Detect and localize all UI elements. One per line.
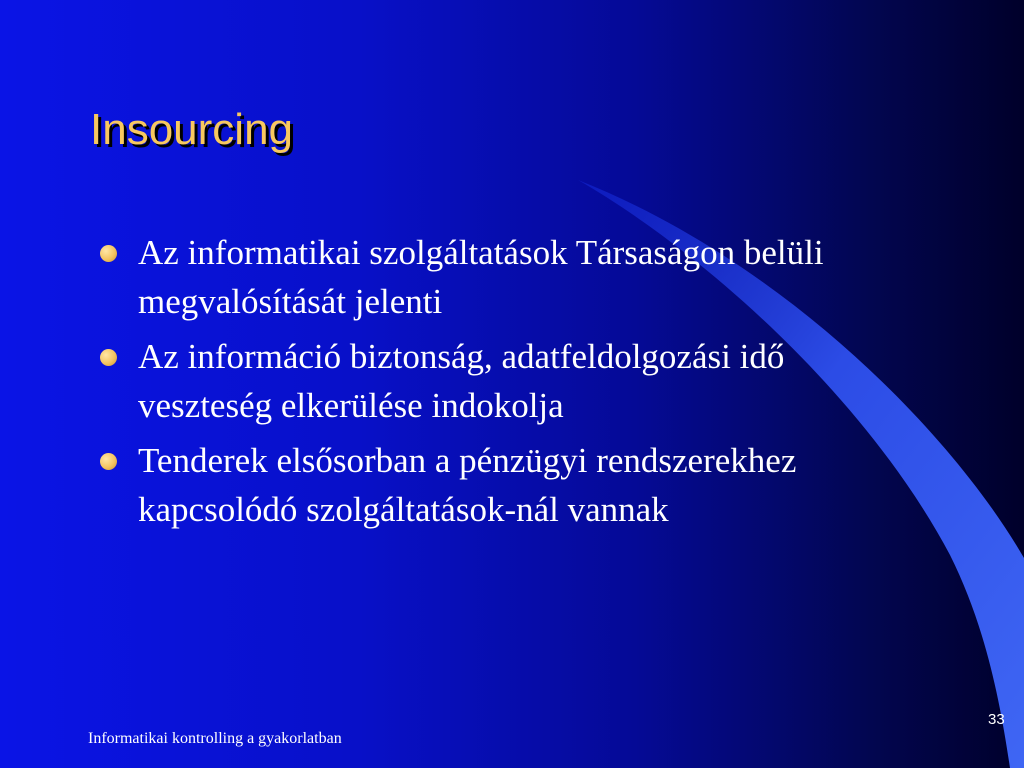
- bullet-item: [96, 228, 926, 326]
- bullet-dot-icon: [100, 245, 117, 262]
- bullet-item: [96, 436, 926, 534]
- bullet-item: [96, 332, 926, 430]
- page-number: 33: [988, 711, 1005, 728]
- slide-footer: Informatikai kontrolling a gyakorlatban: [88, 730, 342, 747]
- bullet-list: [96, 228, 926, 540]
- bullet-text: Tenderek elsősorban a pénzügyi rendszerekhez kapcsolódó szolgáltatások-nál vannak: [138, 441, 797, 529]
- bullet-dot-icon: [100, 453, 117, 470]
- bullet-text: Az informatikai szolgáltatások Társaságon belüli megvalósítását jelenti: [138, 233, 824, 321]
- slide-title: Insourcing: [90, 105, 294, 154]
- bullet-text: Az információ biztonság, adatfeldolgozási idő veszteség elkerülése indokolja: [138, 337, 785, 425]
- bullet-dot-icon: [100, 349, 117, 366]
